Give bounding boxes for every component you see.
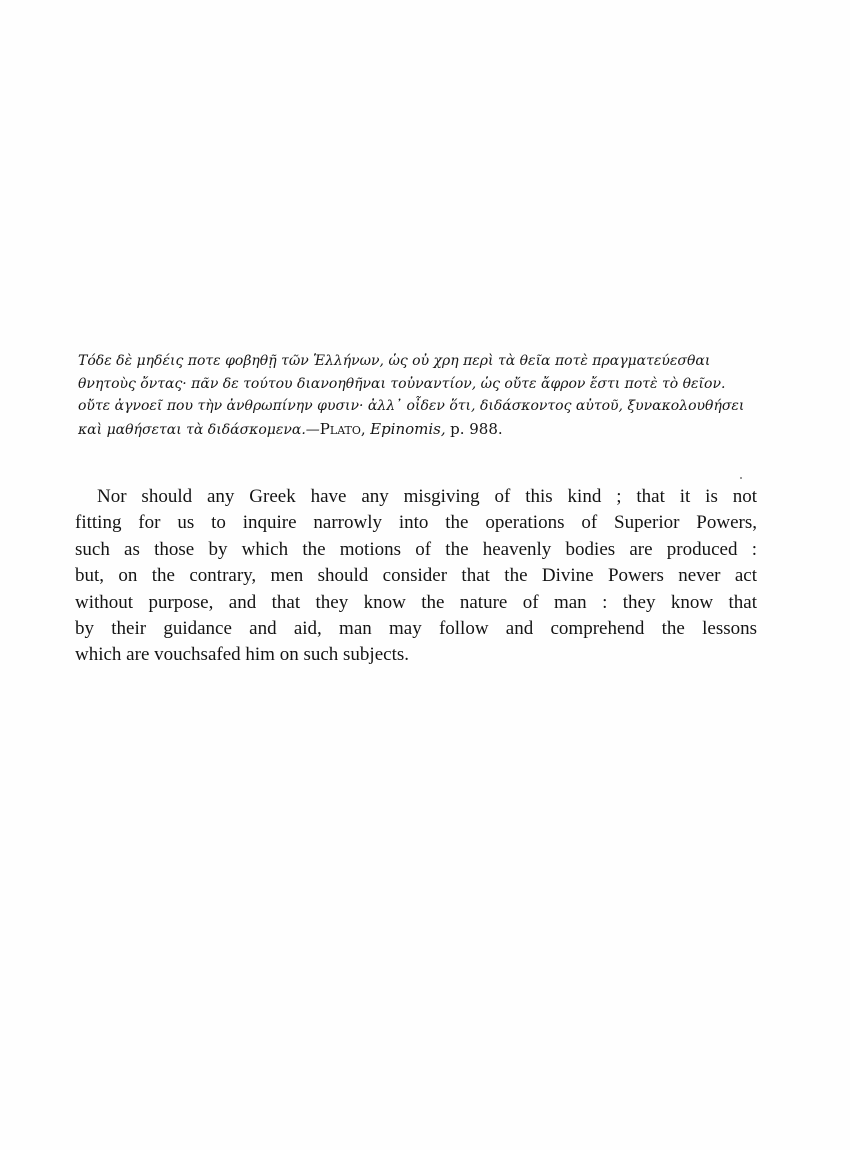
epigraph-line-1: Τόδε δὲ μηδέις ποτε φοβηθῇ τῶν Ἑλλήνων, ὡς οὐ χρη περὶ τὰ θεῖα ποτὲ πραγματεύεσθαι	[78, 353, 711, 369]
epigraph-line-4-text: καὶ μαθήσεται τὰ διδάσκομενα.—	[78, 421, 320, 438]
epigraph-source-work: Epinomis,	[370, 419, 446, 438]
translation-line-6: by their guidance and aid, man may follow and comprehend the lessons	[75, 618, 757, 640]
print-speck	[740, 477, 742, 479]
translation-line-4: but, on the contrary, men should consider that the Divine Powers never act	[75, 565, 757, 587]
translation-line-2: fitting for us to inquire narrowly into the operations of Superior Powers,	[75, 512, 757, 534]
greek-epigraph	[78, 350, 763, 441]
translation-line-7: which are vouchsafed him on such subjects.	[75, 644, 409, 666]
translation-line-3: such as those by which the motions of the heavenly bodies are produced :	[75, 538, 757, 560]
epigraph-line-2: θνητοὺς ὄντας· πᾶν δε τούτου διανοηθῆναι τοὐναντίον, ὡς οὔτε ἄφρον ἔστι ποτὲ τὸ θεῖον.	[78, 375, 726, 392]
translation-line-5: without purpose, and that they know the nature of man : they know that	[75, 591, 757, 613]
epigraph-line-4	[78, 418, 763, 442]
english-translation	[75, 484, 757, 669]
epigraph-line-3: οὔτε ἀγνοεῖ που τὴν ἀνθρωπίνην φυσιν· ἀλλ᾽ οἶδεν ὅτι, διδάσκοντος αὐτοῦ, ξυνακολουθήσει	[78, 398, 745, 414]
epigraph-source-author: Plato,	[319, 419, 366, 438]
translation-line-1: Nor should any Greek have any misgiving of this kind ; that it is not	[97, 486, 757, 507]
epigraph-source-page: p. 988.	[450, 419, 503, 438]
